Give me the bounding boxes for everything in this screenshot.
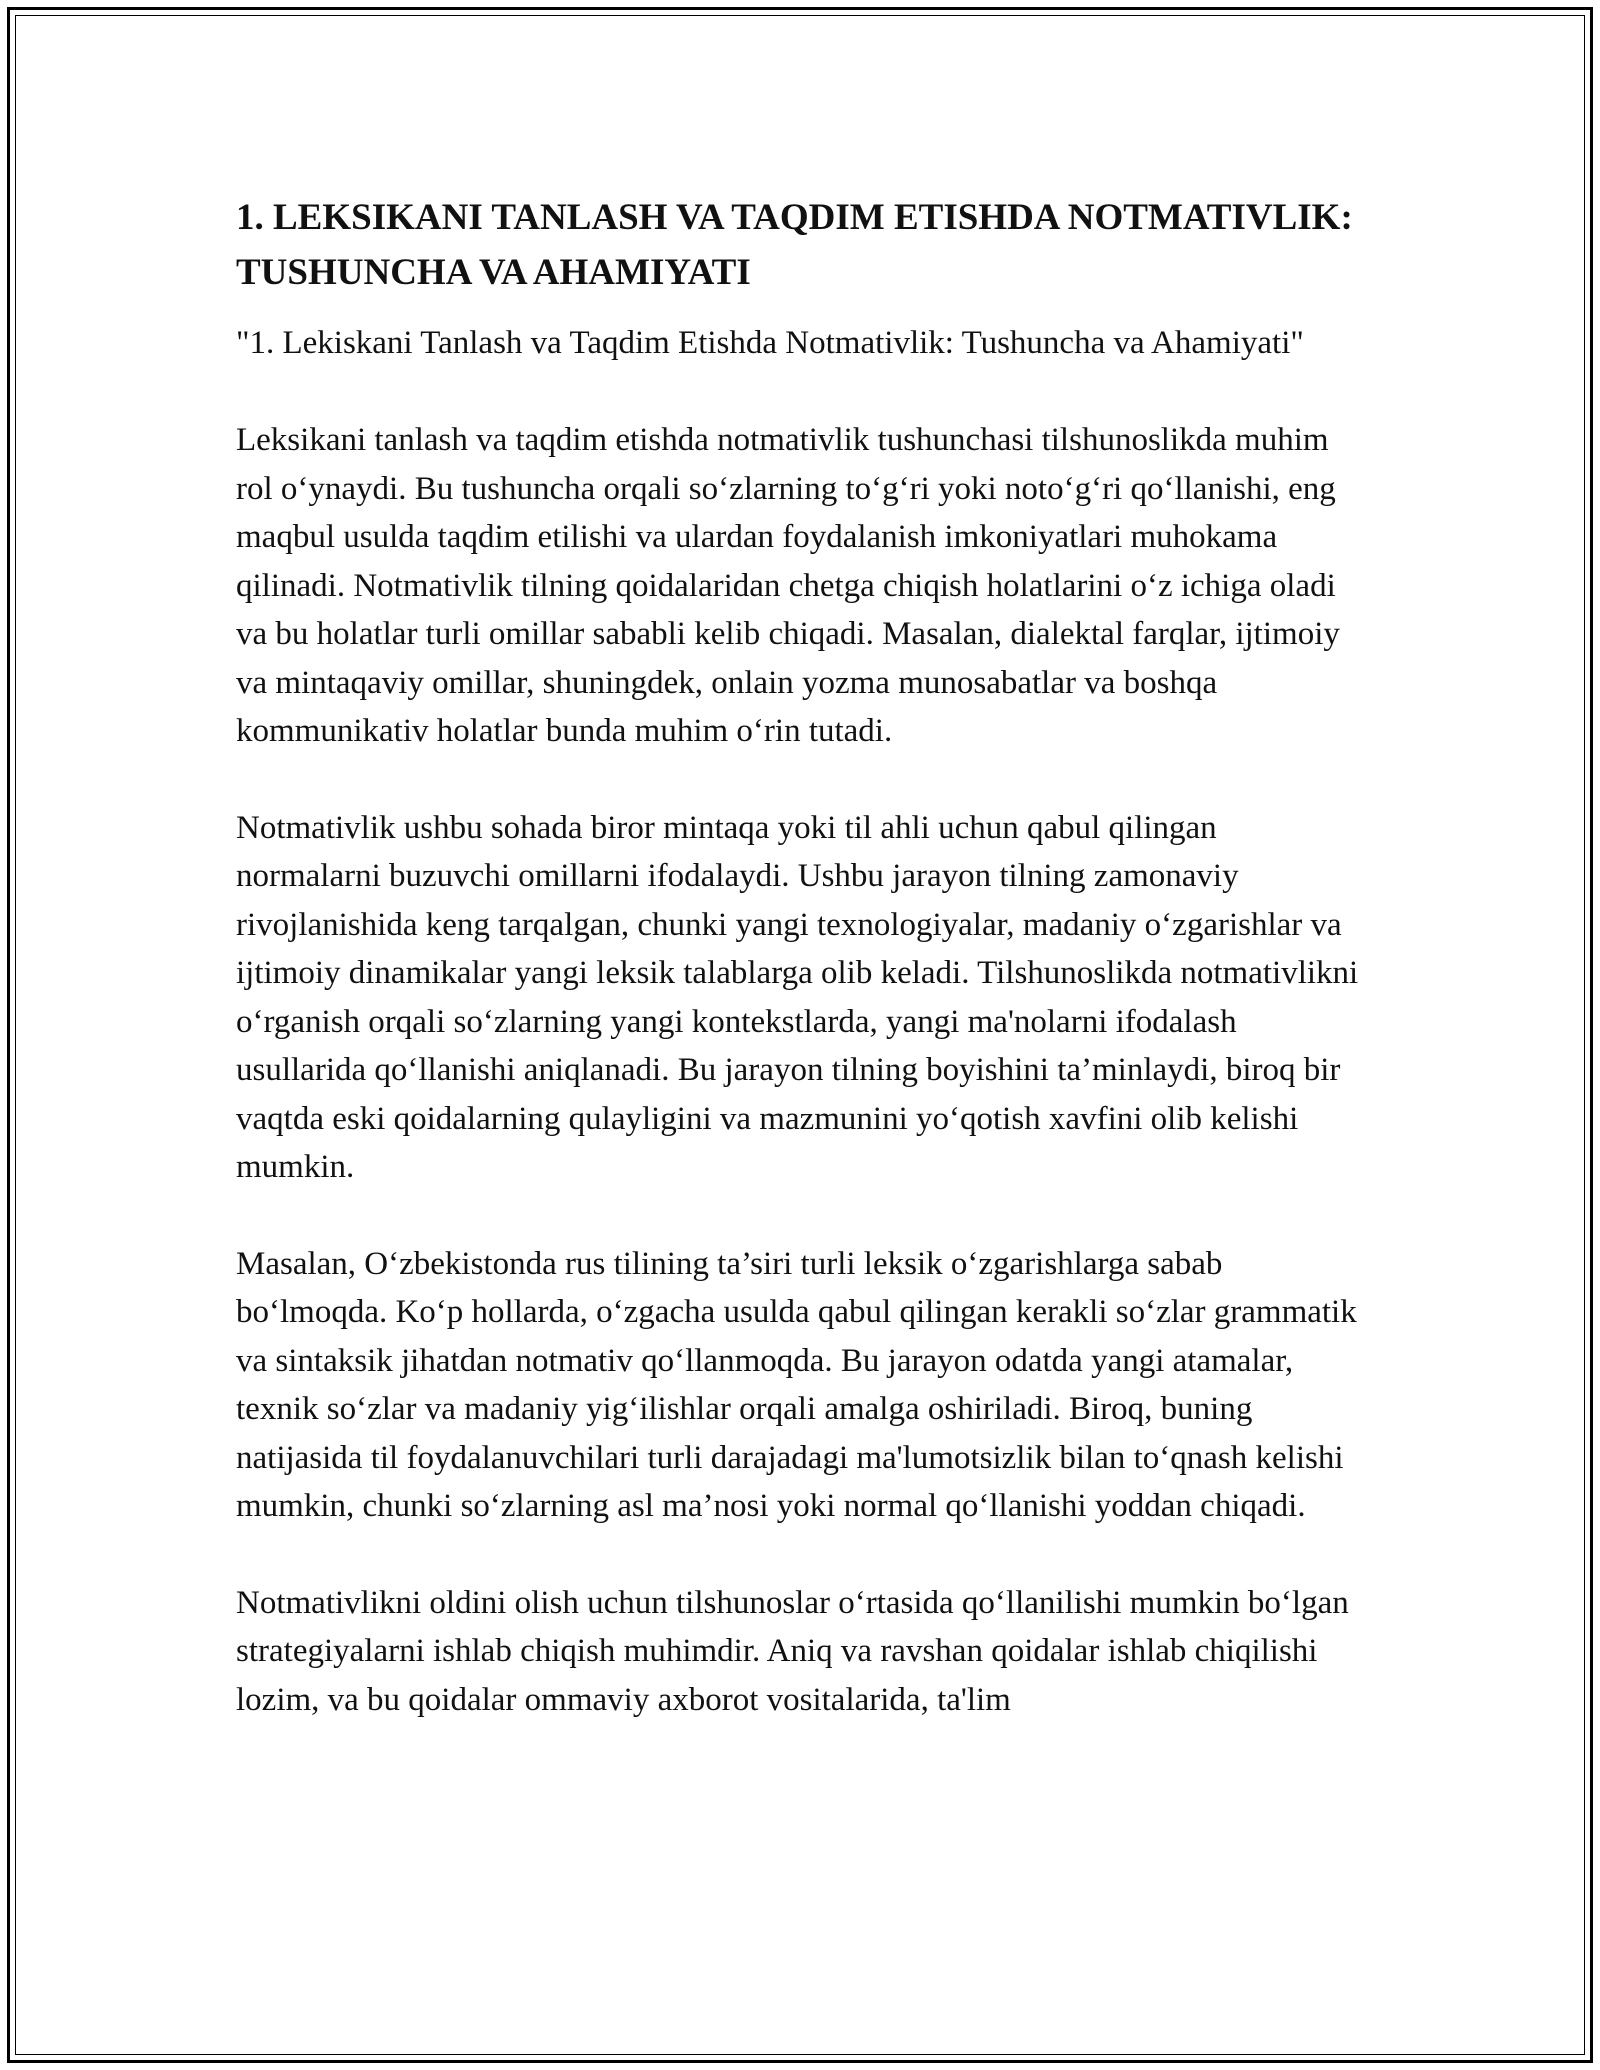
paragraph-4: Notmativlikni oldini olish uchun tilshunoslar o‘rtasida qo‘llanilishi mumkin bo‘lgan strategiyalarni ishlab chiqish muhimdir. Aniq va ravshan qoidalar ishlab chiqilishi lozim, va bu qoidalar ommaviy axborot vositalarida, ta'lim <box>236 1584 1349 1718</box>
document-heading: 1. LEKSIKANI TANLASH VA TAQDIM ETISHDA NOTMATIVLIK: TUSHUNCHA VA AHAMIYATI <box>236 197 1353 293</box>
paragraph-3: Masalan, O‘zbekistonda rus tilining ta’siri turli leksik o‘zgarishlarga sabab bo‘lmoqda. Ko‘p hollarda, o‘zgacha usulda qabul qilingan kerakli so‘zlar grammatik va sintaksik jihatdan notmativ qo‘llanmoqda. Bu jarayon odatda yangi atamalar, texnik so‘zlar va madaniy yig‘ilishlar orqali amalga oshiriladi. Biroq, buning natijasida til foydalanuvchilari turli darajadagi ma'lumotsizlik bilan to‘qnash kelishi mumkin, chunki so‘zlarning asl ma’nosi yoki normal qo‘llanishi yoddan chiqadi. <box>236 1245 1357 1524</box>
paragraph-1: Leksikani tanlash va taqdim etishda notmativlik tushunchasi tilshunoslikda muhim rol o‘ynaydi. Bu tushuncha orqali so‘zlarning to‘g‘ri yoki noto‘g‘ri qo‘llanishi, eng maqbul usulda taqdim etilishi va ulardan foydalanish imkoniyatlari muhokama qilinadi. Notmativlik tilning qoidalaridan chetga chiqish holatlarini o‘z ichiga oladi va bu holatlar turli omillar sababli kelib chiqadi. Masalan, dialektal farqlar, ijtimoiy va mintaqaviy omillar, shuningdek, onlain yozma munosabatlar va boshqa kommunikativ holatlar bunda muhim o‘rin tutadi. <box>236 422 1340 749</box>
document-subtitle: "1. Lekiskani Tanlash va Taqdim Etishda Notmativlik: Tushuncha va Ahamiyati" <box>236 325 1304 361</box>
document-body <box>236 190 1366 1772</box>
paragraph-2: Notmativlik ushbu sohada biror mintaqa yoki til ahli uchun qabul qilingan normalarni buzuvchi omillarni ifodalaydi. Ushbu jarayon tilning zamonaviy rivojlanishida keng tarqalgan, chunki yangi texnologiyalar, madaniy o‘zgarishlar va ijtimoiy dinamikalar yangi leksik talablarga olib keladi. Tilshunoslikda notmativlikni o‘rganish orqali so‘zlarning yangi kontekstlarda, yangi ma'nolarni ifodalash usullarida qo‘llanishi aniqlanadi. Bu jarayon tilning boyishini ta’minlaydi, biroq bir vaqtda eski qoidalarning qulayligini va mazmunini yo‘qotish xavfini olib kelishi mumkin. <box>236 809 1359 1185</box>
